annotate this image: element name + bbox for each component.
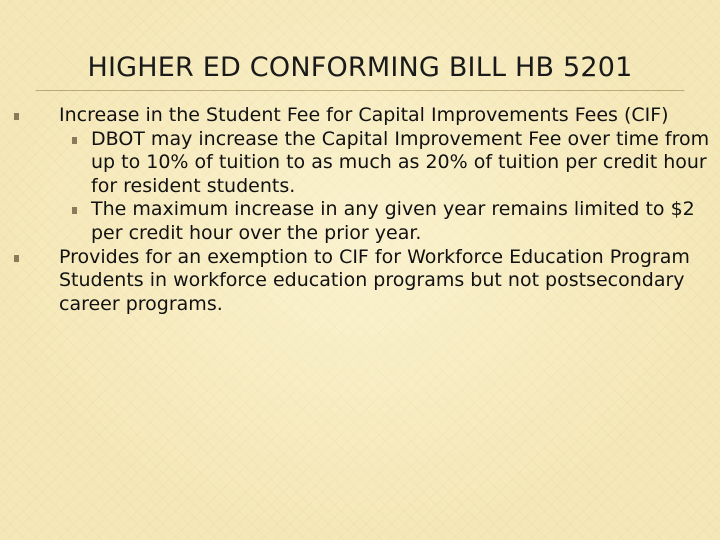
sub-bullet-text: DBOT may increase the Capital Improvement Fee over time from up to 10% of tuition to as much as 20% of tuition per credit hour for resident students. [91,127,710,197]
bullet-text: Increase in the Student Fee for Capital Improvements Fees (CIF) [59,104,669,126]
square-bullet-icon [72,207,77,214]
sub-bullet-text: The maximum increase in any given year remains limited to $2 per credit hour over the prior year. [91,198,695,244]
slide-title: HIGHER ED CONFORMING BILL HB 5201 [87,52,633,83]
sub-bullet-item [59,128,710,199]
title-divider [36,90,684,91]
bullet-list [14,104,710,316]
square-bullet-icon [14,113,19,120]
square-bullet-icon [14,255,19,262]
sub-bullet-list [59,128,710,246]
bullet-item [14,246,710,317]
bullet-text: Provides for an exemption to CIF for Workforce Education Program Students in workforce education programs but not postsecondary career programs. [59,245,690,315]
sub-bullet-item [59,198,710,245]
bullet-item [14,104,710,246]
square-bullet-icon [72,137,77,144]
